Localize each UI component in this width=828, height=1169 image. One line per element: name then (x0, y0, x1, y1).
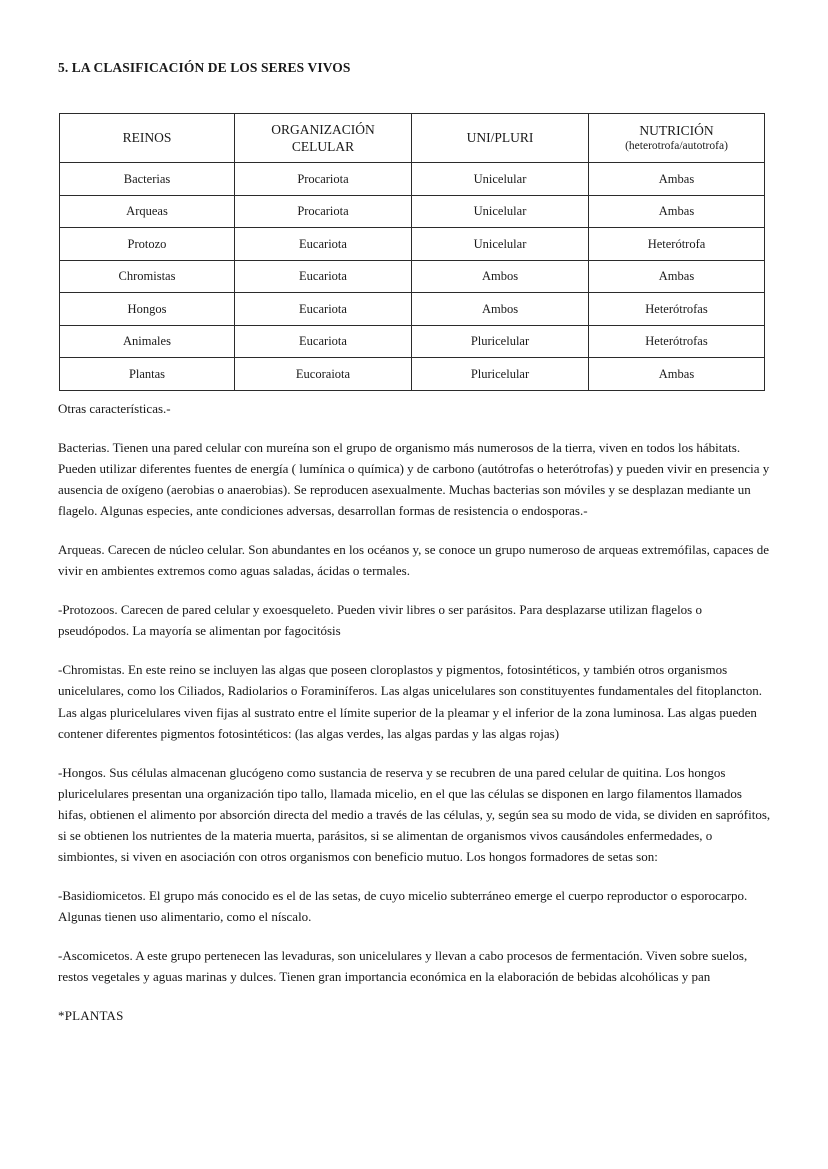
cell-uni-pluri: Unicelular (412, 163, 589, 196)
cell-organizacion: Procariota (235, 163, 412, 196)
column-header-reinos-line1: REINOS (122, 130, 172, 146)
cell-reino: Hongos (60, 293, 235, 326)
paragraph-hongos: -Hongos. Sus células almacenan glucógeno como sustancia de reserva y se recubren de una pared celular de quitina. Los hongos pluricelulares presentan una organización tipo tallo, llamada micelio, en el que las células se disponen en largo filamentos llamados hifas, obtienen el alimento por absorción directa del medio a través de las células, y, según sea su modo de vida, se dividen en saprófitos, si se obtienen los nutrientes de la materia muerta, parásitos, si se alimentan de organismos vivos causándoles enfermedades, o simbiontes, si viven en asociación con otros organismos con beneficio mutuo. Los hongos formadores de setas son: (58, 764, 771, 864)
table-row (60, 293, 765, 326)
column-header-organizacion-line1: ORGANIZACIÓN (271, 121, 375, 137)
paragraph-otras-caracteristicas: Otras características.- (58, 401, 171, 416)
cell-reino: Bacterias (60, 163, 235, 196)
table-row (60, 195, 765, 228)
kingdoms-table (59, 113, 765, 391)
cell-uni-pluri: Ambos (412, 260, 589, 293)
cell-organizacion: Procariota (235, 195, 412, 228)
body-text (58, 398, 772, 1026)
cell-nutricion: Heterótrofas (589, 293, 765, 326)
column-header-organizacion-line2: CELULAR (291, 139, 355, 154)
cell-uni-pluri: Ambos (412, 293, 589, 326)
cell-nutricion: Ambas (589, 260, 765, 293)
cell-reino: Protozo (60, 228, 235, 261)
cell-reino: Plantas (60, 358, 235, 391)
table-header-row (60, 114, 765, 163)
column-header-nutricion-line1: NUTRICIÓN (639, 122, 714, 138)
cell-organizacion: Eucariota (235, 228, 412, 261)
cell-organizacion: Eucariota (235, 260, 412, 293)
cell-organizacion: Eucoraiota (235, 358, 412, 391)
table-row (60, 325, 765, 358)
cell-nutricion: Heterótrofa (589, 228, 765, 261)
cell-organizacion: Eucariota (235, 293, 412, 326)
paragraph-basidiomicetos: -Basidiomicetos. El grupo más conocido es el de las setas, de cuyo micelio subterráneo emerge el cuerpo reproductor o esporocarpo. Algunas tienen uso alimentario, como el níscalo. (58, 887, 748, 924)
paragraph-bacterias: Bacterias. Tienen una pared celular con mureína son el grupo de organismo más numerosos de la tierra, viven en todos los hábitats. Pueden utilizar diferentes fuentes de energía ( lumínica o química) y de carbono (autótrofas o heterótrofas) y pueden vivir en presencia y ausencia de oxígeno (aerobias o anaerobias). Se reproducen asexualmente. Muchas bacterias son móviles y se desplazan mediante un flagelo. Algunas especies, ante condiciones adversas, desarrollan formas de resistencia o endosporas.- (58, 440, 770, 519)
cell-reino: Chromistas (60, 260, 235, 293)
table-row (60, 260, 765, 293)
cell-nutricion: Ambas (589, 195, 765, 228)
paragraph-chromistas: -Chromistas. En este reino se incluyen las algas que poseen cloroplastos y pigmentos, fotosintéticos, y también otros organismos unicelulares, como los Ciliados, Radiolarios o Foraminíferos. Las algas unicelulares son constituyentes fundamentales del fitoplancton. Las algas pluricelulares viven fijas al sustrato entre el límite superior de la pleamar y el inferior de la zona luminosa. Las algas pueden contener diferentes pigmentos fotosintéticos: (las algas verdes, las algas pardas y las algas rojas) (58, 662, 762, 741)
paragraph-protozoos: -Protozoos. Carecen de pared celular y exoesqueleto. Pueden vivir libres o ser parásitos. Para desplazarse utilizan flagelos o pseudópodos. La mayoría se alimentan por fagocitósis (58, 602, 702, 639)
cell-nutricion: Heterótrofas (589, 325, 765, 358)
cell-uni-pluri: Unicelular (412, 195, 589, 228)
column-header-unipluri-line1: UNI/PLURI (466, 130, 534, 146)
table-body (60, 163, 765, 391)
cell-nutricion: Ambas (589, 358, 765, 391)
page-title: 5. LA CLASIFICACIÓN DE LOS SERES VIVOS (58, 60, 351, 75)
column-header-reinos (60, 114, 235, 163)
column-header-organizacion-celular (235, 114, 412, 163)
table-row (60, 358, 765, 391)
cell-nutricion: Ambas (589, 163, 765, 196)
table-row (60, 228, 765, 261)
table-row (60, 163, 765, 196)
cell-uni-pluri: Pluricelular (412, 325, 589, 358)
column-header-nutricion (589, 114, 765, 163)
kingdoms-table-container (59, 113, 764, 391)
column-header-nutricion-subtitle: (heterotrofa/autotrofa) (625, 140, 728, 153)
paragraph-ascomicetos: -Ascomicetos. A este grupo pertenecen las levaduras, son unicelulares y llevan a cabo procesos de fermentación. Viven sobre suelos, restos vegetales y aguas marinas y dulces. Tienen gran importancia económica en la elaboración de bebidas alcohólicas y pan (58, 947, 748, 984)
cell-reino: Arqueas (60, 195, 235, 228)
table-header (60, 114, 765, 163)
paragraph-arqueas: Arqueas. Carecen de núcleo celular. Son abundantes en los océanos y, se conoce un grupo numeroso de arqueas extremófilas, capaces de vivir en ambientes extremos como aguas saladas, ácidas o termales. (58, 542, 770, 579)
cell-reino: Animales (60, 325, 235, 358)
heading-plantas: *PLANTAS (58, 1008, 124, 1024)
cell-uni-pluri: Pluricelular (412, 358, 589, 391)
column-header-uni-pluri (412, 114, 589, 163)
cell-uni-pluri: Unicelular (412, 228, 589, 261)
cell-organizacion: Eucariota (235, 325, 412, 358)
